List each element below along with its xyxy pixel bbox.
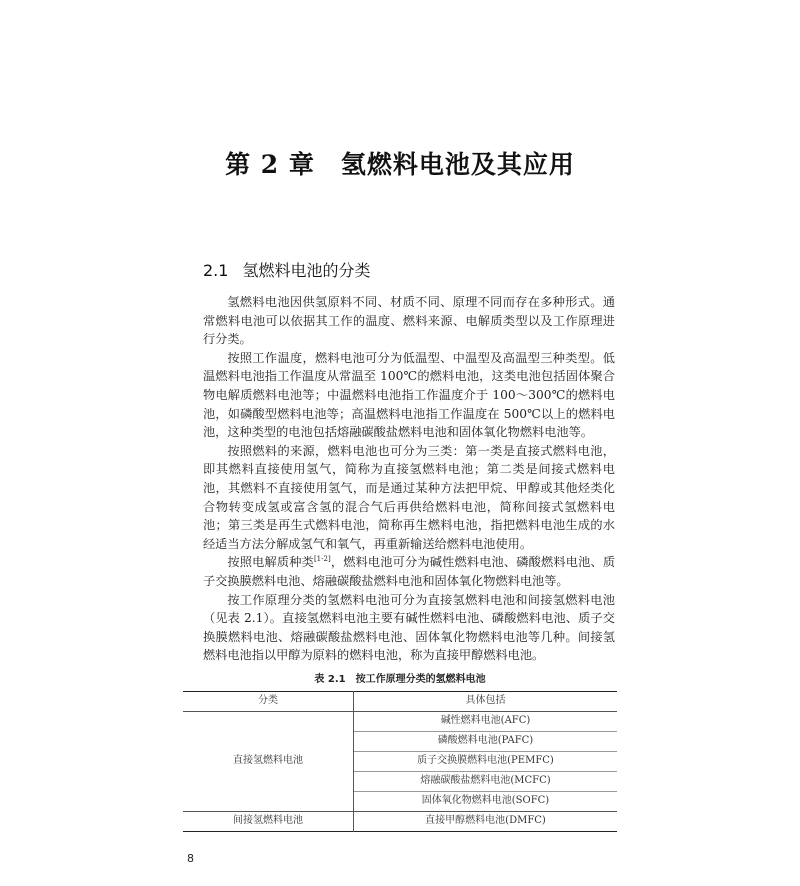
- paragraph: 按照工作温度，燃料电池可分为低温型、中温型及高温型三种类型。低温燃料电池指工作温度从常温至 100℃的燃料电池，这类电池包括固体聚合物电解质燃料电池等；中温燃料电池指工作温度介于 100～300℃的燃料电池，如磷酸型燃料电池等；高温燃料电池指工作温度在 500℃以上的燃料电池，这种类型的电池包括熔融碳酸盐燃料电池和固体氧化物燃料电池等。: [203, 350, 615, 440]
- paragraph: 按工作原理分类的氢燃料电池可分为直接氢燃料电池和间接氢燃料电池（见表 2.1）。直接氢燃料电池主要有碱性燃料电池、磷酸燃料电池、质子交换膜燃料电池、熔融碳酸盐燃料电池、固体氧化物燃料电池等几种。间接氢燃料电池指以甲醇为原料的燃料电池，称为直接甲醇燃料电池。: [203, 592, 615, 663]
- page-number: 8: [187, 851, 194, 865]
- category-cell: 间接氢燃料电池: [183, 811, 354, 831]
- paragraph: [203, 553, 615, 590]
- table-row: [183, 811, 617, 831]
- fuel-cell-table: [183, 691, 617, 832]
- item-cell: 固体氧化物燃料电池(SOFC): [354, 791, 618, 811]
- section-title: 氢燃料电池的分类: [242, 261, 371, 280]
- item-cell: 熔融碳酸盐燃料电池(MCFC): [354, 771, 618, 791]
- item-cell: 质子交换膜燃料电池(PEMFC): [354, 751, 618, 771]
- body-text: [203, 293, 615, 665]
- paragraph-text: ，燃料电池可分为碱性燃料电池、磷酸燃料电池、质子交换膜燃料电池、熔融碳酸盐燃料电池和固体氧化物燃料电池等。: [203, 555, 616, 588]
- paragraph-text: 按照电解质种类: [227, 555, 314, 570]
- category-cell: 直接氢燃料电池: [183, 711, 354, 811]
- citation: [1-2]: [313, 555, 331, 564]
- header-items: 具体包括: [465, 695, 506, 707]
- paragraph: 按照燃料的来源，燃料电池也可分为三类：第一类是直接式燃料电池，即其燃料直接使用氢气，简称为直接氢燃料电池；第二类是间接式燃料电池，其燃料不直接使用氢气，而是通过某种方法把甲烷、甲醇或其他烃类化合物转变成氢或富含氢的混合气后再供给燃料电池，简称间接式氢燃料电池；第三类是再生式燃料电池，简称再生燃料电池，指把燃料电池生成的水经适当方法分解成氢气和氧气，再重新输送给燃料电池使用。: [203, 443, 615, 551]
- section-heading: [203, 260, 800, 282]
- paragraph: 氢燃料电池因供氢原料不同、材质不同、原理不同而存在多种形式。通常燃料电池可以依据其工作的温度、燃料来源、电解质类型以及工作原理进行分类。: [203, 295, 615, 347]
- table-header-row: [183, 691, 617, 711]
- header-category: 分类: [183, 691, 354, 711]
- item-cell: 碱性燃料电池(AFC): [440, 715, 531, 727]
- item-cell: 磷酸燃料电池(PAFC): [354, 731, 618, 751]
- table-caption: 表 2.1 按工作原理分类的氢燃料电池: [314, 673, 486, 685]
- table-row: [183, 711, 617, 731]
- chapter-title: 第 2 章 氢燃料电池及其应用: [225, 150, 575, 179]
- section-number: 2.1: [203, 261, 229, 280]
- item-cell: 直接甲醇燃料电池(DMFC): [425, 815, 546, 827]
